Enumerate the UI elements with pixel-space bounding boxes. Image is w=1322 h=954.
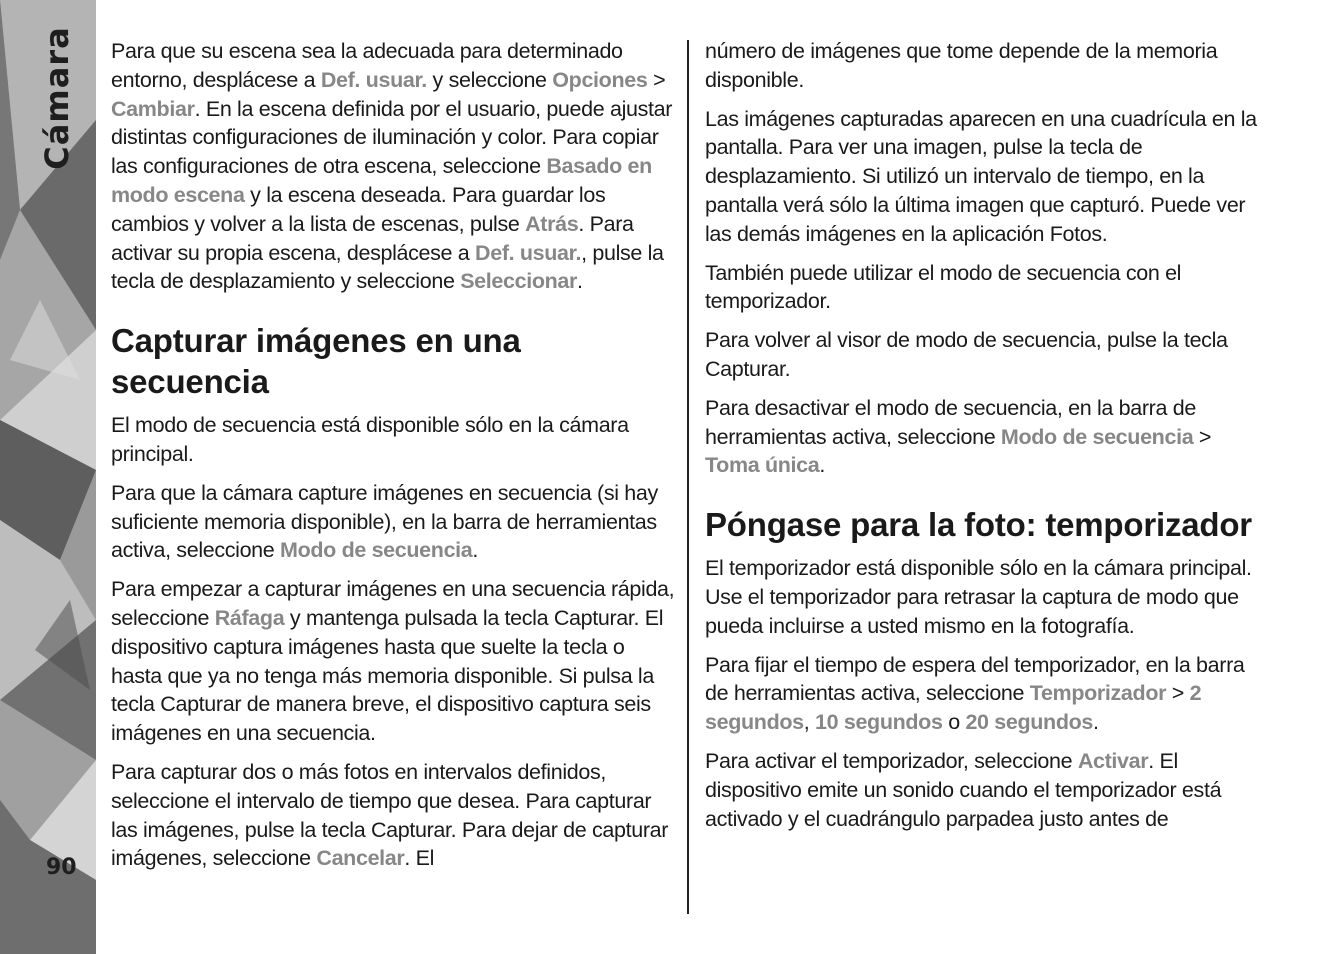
- menu-term: Modo de secuencia: [1000, 424, 1194, 449]
- menu-term: Def. usuar.: [475, 240, 582, 265]
- menu-term: 20 segundos: [965, 710, 1094, 735]
- menu-term: Cambiar: [111, 96, 195, 121]
- page-number: 90: [46, 855, 77, 880]
- menu-term: Ráfaga: [214, 605, 285, 630]
- menu-term: Modo de secuencia: [280, 538, 473, 563]
- chapter-sidebar: [0, 0, 96, 954]
- menu-term: Cancelar: [316, 846, 405, 871]
- paragraph: El temporizador está disponible sólo en la cámara principal. Use el temporizador para retrasar la captura de modo que pueda incluirse a usted mismo en la fotografía.: [705, 556, 1252, 638]
- paragraph: Para activar el temporizador, seleccione Activar. El dispositivo emite un sonido cuando el temporizador está activado y el cuadrángulo parpadea justo antes de: [705, 748, 1222, 831]
- menu-term: Def. usuar.: [320, 67, 427, 92]
- left-column: [111, 37, 677, 883]
- section-heading: Capturar imágenes en una secuencia: [111, 322, 521, 401]
- right-column: [705, 37, 1271, 843]
- paragraph: Las imágenes capturadas aparecen en una cuadrícula en la pantalla. Para ver una imagen, pulse la tecla de desplazamiento. Si utilizó un intervalo de tiempo, en la pantalla verá sólo la última imagen que capturó. Puede ver las demás imágenes en la aplicación Fotos.: [705, 106, 1257, 246]
- paragraph: Para fijar el tiempo de espera del temporizador, en la barra de herramientas activa, seleccione Temporizador > 2 segundos, 10 segundos o 20 segundos.: [705, 652, 1245, 735]
- menu-term: Atrás: [525, 211, 579, 236]
- menu-term: 2 segundos: [705, 681, 1202, 735]
- menu-term: Seleccionar: [460, 269, 578, 294]
- paragraph: El modo de secuencia está disponible sólo en la cámara principal.: [111, 413, 629, 466]
- paragraph: Para empezar a capturar imágenes en una secuencia rápida, seleccione Ráfaga y mantenga pulsada la tecla Capturar. El dispositivo captura imágenes hasta que suelte la tecla o hasta que ya no tenga más memoria disponible. Si pulsa la tecla Capturar de manera breve, el dispositivo captura seis imágenes en una secuencia.: [111, 577, 675, 746]
- paragraph: Para capturar dos o más fotos en intervalos definidos, seleccione el intervalo de tiempo que desea. Para capturar las imágenes, pulse la tecla Capturar. Para dejar de capturar imágenes, seleccione Cancelar. El: [111, 759, 669, 871]
- paragraph: número de imágenes que tome depende de la memoria disponible.: [705, 39, 1218, 92]
- column-divider: [687, 40, 689, 914]
- paragraph: Para volver al visor de modo de secuencia, pulse la tecla Capturar.: [705, 328, 1228, 381]
- menu-term: Activar: [1077, 748, 1149, 773]
- menu-term: Temporizador: [1029, 681, 1167, 706]
- paragraph: Para que la cámara capture imágenes en secuencia (si hay suficiente memoria disponible), en la barra de herramientas activa, seleccione Modo de secuencia.: [111, 480, 658, 563]
- paragraph: También puede utilizar el modo de secuencia con el temporizador.: [705, 260, 1182, 314]
- chapter-title: Cámara: [38, 26, 76, 170]
- section-heading: Póngase para la foto: temporizador: [705, 506, 1252, 544]
- intro-paragraph: Para que su escena sea la adecuada para determinado entorno, desplácese a Def. usuar. y seleccione Opciones > Cambiar. En la escena definida por el usuario, puede ajustar distintas configuraciones de iluminación y color. Para copiar las configuraciones de otra escena, seleccione Basado en modo escena y la escena deseada. Para guardar los cambios y volver a la lista de escenas, pulse Atrás. Para activar su propia escena, desplácese a Def. usuar., pulse la tecla de desplazamiento y seleccione Seleccionar.: [111, 39, 673, 294]
- menu-term: Basado en modo escena: [111, 154, 652, 207]
- menu-term: Opciones: [552, 67, 648, 92]
- paragraph: Para desactivar el modo de secuencia, en la barra de herramientas activa, seleccione Modo de secuencia > Toma única.: [705, 395, 1212, 478]
- menu-term: 10 segundos: [815, 710, 943, 735]
- menu-term: Toma única: [705, 453, 820, 478]
